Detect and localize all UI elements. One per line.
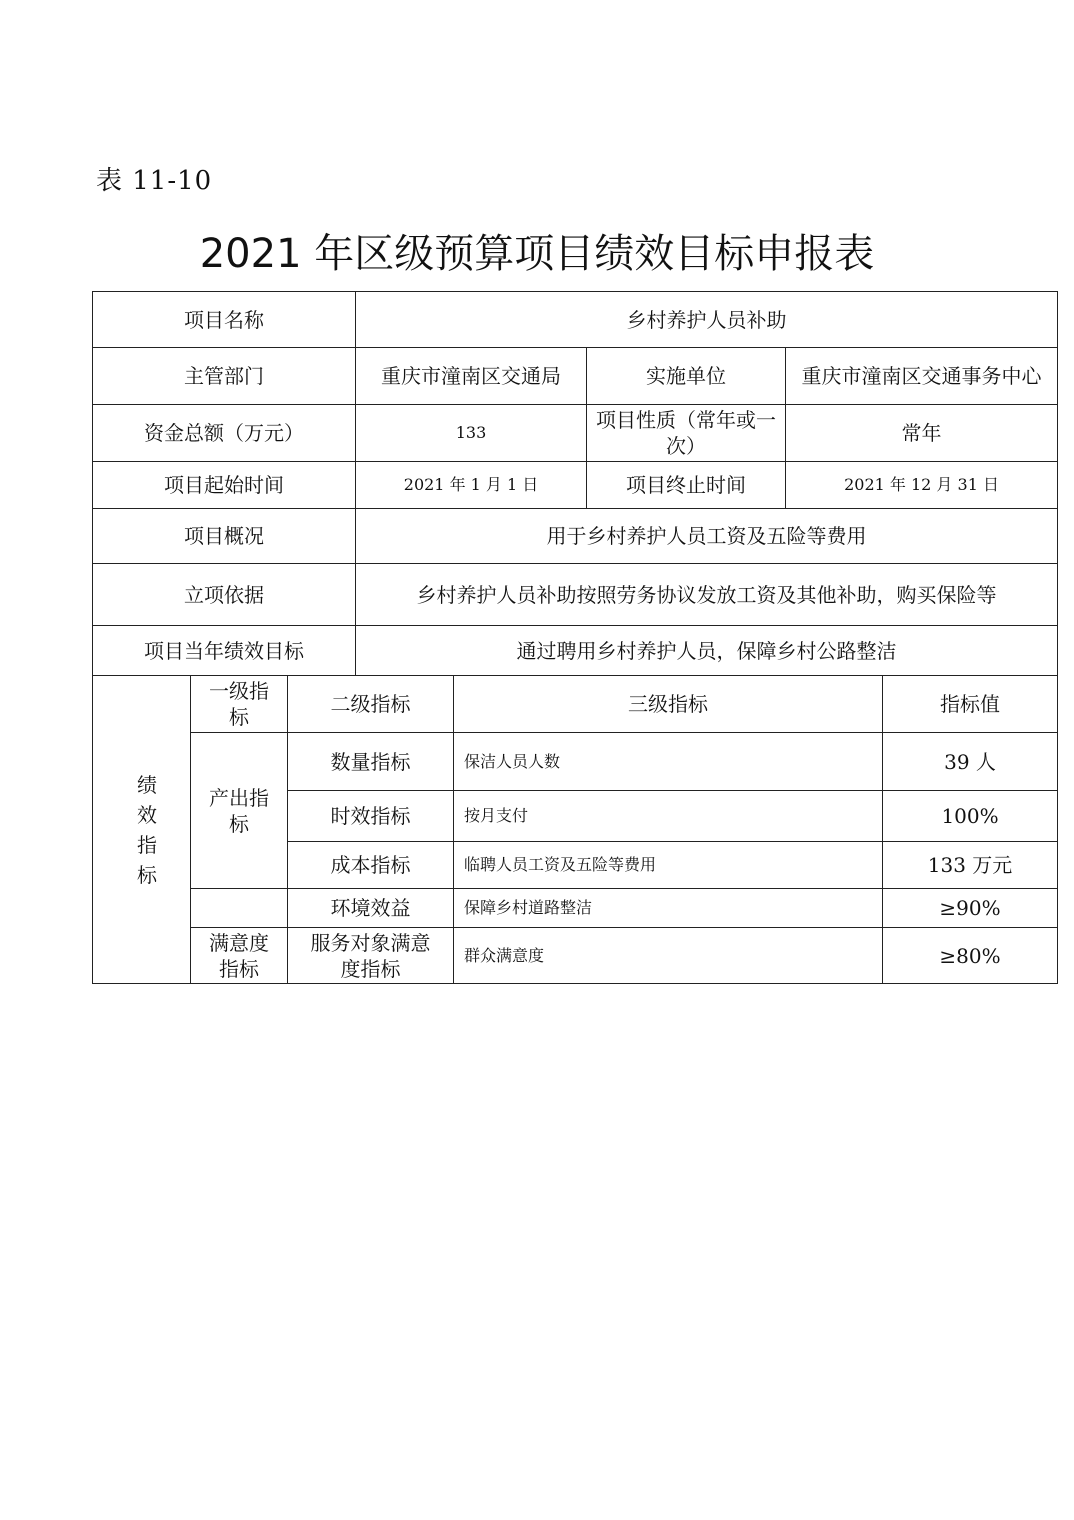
value-cell: 39 人: [883, 733, 1058, 791]
level2-cell: 服务对象满意度指标: [288, 928, 454, 984]
empty-level1-cell: [191, 889, 288, 928]
dept-value: 重庆市潼南区交通局: [356, 348, 587, 405]
project-name-value: 乡村养护人员补助: [356, 292, 1058, 348]
dept-label: 主管部门: [93, 348, 356, 405]
value-cell: ≥90%: [883, 889, 1058, 928]
fund-value: 133: [356, 405, 587, 462]
perf-section-label: 绩效指标: [93, 676, 191, 984]
overview-value: 用于乡村养护人员工资及五险等费用: [356, 509, 1058, 564]
level2-cell: 环境效益: [288, 889, 454, 928]
level3-cell: 保障乡村道路整洁: [454, 889, 883, 928]
value-cell: ≥80%: [883, 928, 1058, 984]
nature-label: 项目性质（常年或一次）: [587, 405, 786, 462]
value-cell: 100%: [883, 791, 1058, 842]
level2-cell: 时效指标: [288, 791, 454, 842]
nature-value: 常年: [786, 405, 1058, 462]
level3-cell: 按月支付: [454, 791, 883, 842]
header-level2: 二级指标: [288, 676, 454, 733]
start-value: 2021 年 1 月 1 日: [356, 462, 587, 509]
header-level1: 一级指标: [191, 676, 288, 733]
level3-cell: 保洁人员人数: [454, 733, 883, 791]
budget-performance-table: [92, 291, 1058, 984]
project-name-label: 项目名称: [93, 292, 356, 348]
goal-label: 项目当年绩效目标: [93, 626, 356, 676]
page-title: 2021 年区级预算项目绩效目标申报表: [199, 231, 875, 277]
output-indicator-label: 产出指标: [191, 733, 288, 889]
header-value: 指标值: [883, 676, 1058, 733]
level3-cell: 临聘人员工资及五险等费用: [454, 842, 883, 889]
header-level3: 三级指标: [454, 676, 883, 733]
level3-cell: 群众满意度: [454, 928, 883, 984]
overview-label: 项目概况: [93, 509, 356, 564]
impl-label: 实施单位: [587, 348, 786, 405]
goal-value: 通过聘用乡村养护人员，保障乡村公路整洁: [356, 626, 1058, 676]
level2-cell: 数量指标: [288, 733, 454, 791]
fund-label: 资金总额（万元）: [93, 405, 356, 462]
end-label: 项目终止时间: [587, 462, 786, 509]
value-cell: 133 万元: [883, 842, 1058, 889]
start-label: 项目起始时间: [93, 462, 356, 509]
satisfaction-indicator-label: 满意度指标: [191, 928, 288, 984]
basis-value: 乡村养护人员补助按照劳务协议发放工资及其他补助，购买保险等: [356, 564, 1058, 626]
level2-cell: 成本指标: [288, 842, 454, 889]
table-number: 表 11-10: [96, 166, 213, 196]
impl-value: 重庆市潼南区交通事务中心: [786, 348, 1058, 405]
end-value: 2021 年 12 月 31 日: [786, 462, 1058, 509]
basis-label: 立项依据: [93, 564, 356, 626]
